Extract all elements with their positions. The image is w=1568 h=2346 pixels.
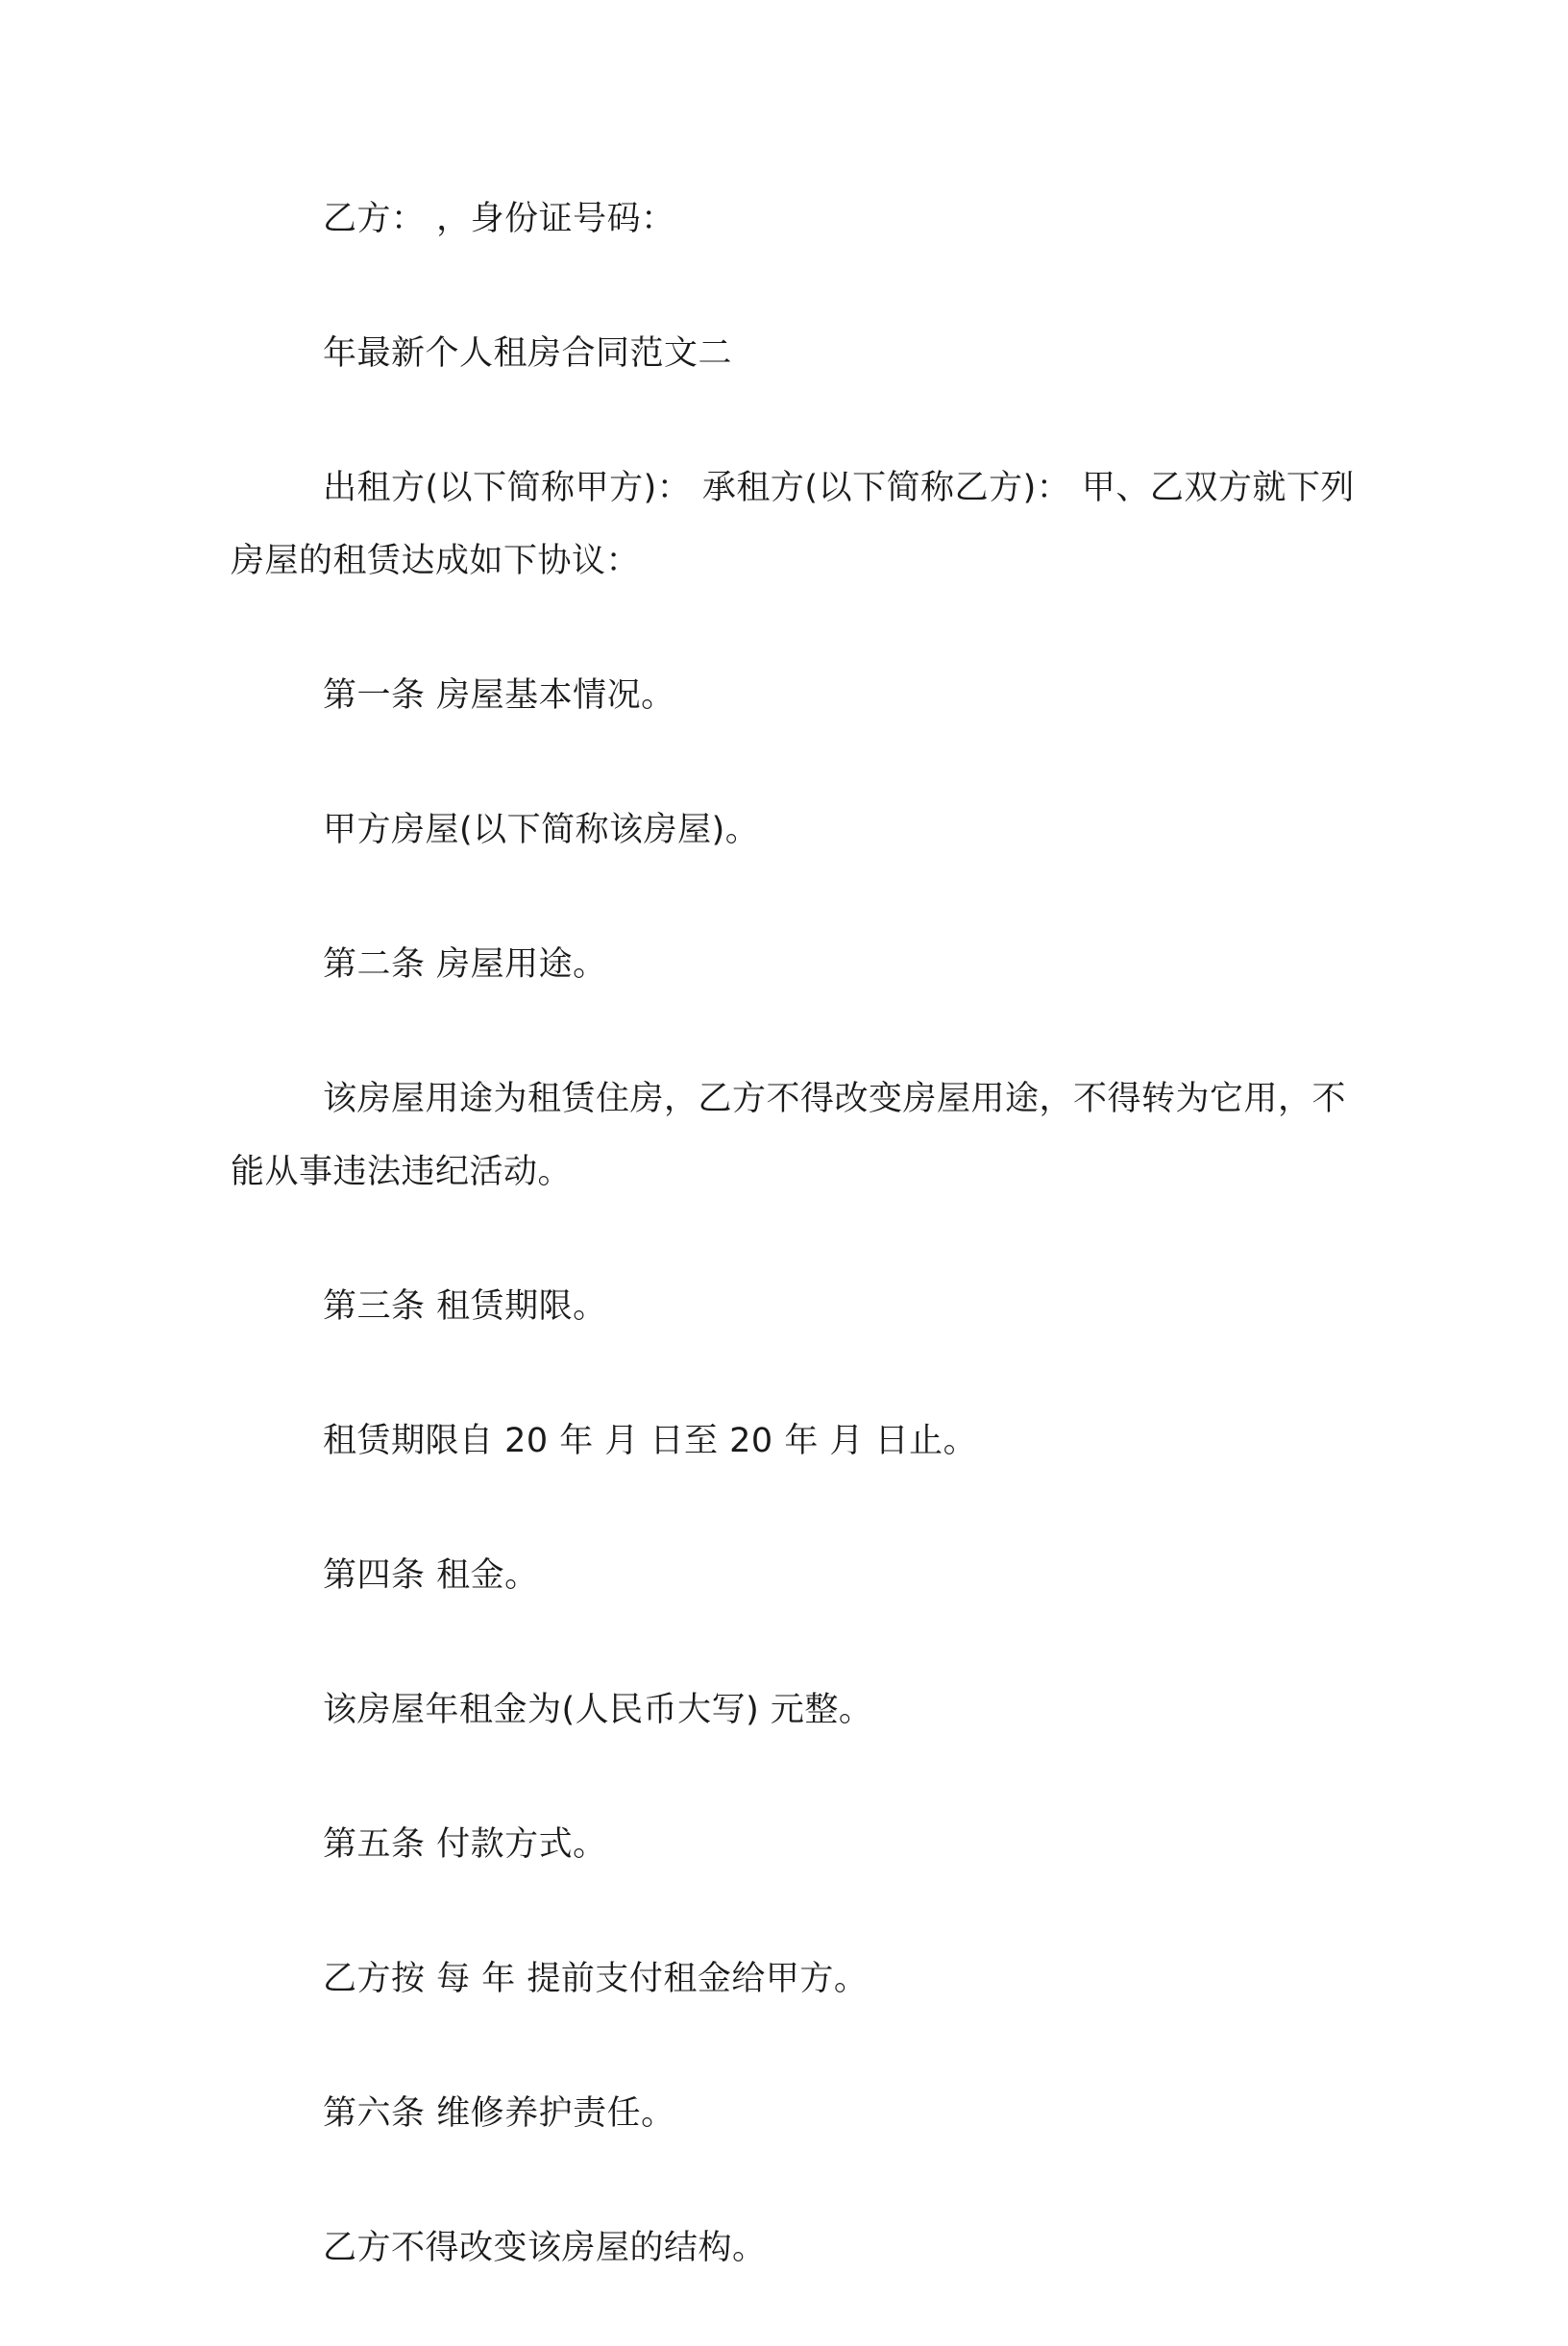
paragraph-parties-agreement: 出租方(以下简称甲方)： 承租方(以下简称乙方)： 甲、乙双方就下列房屋的租赁达成如下协议：: [231, 469, 1355, 580]
paragraph-article-4-body: 该房屋年租金为(人民币大写) 元整。: [323, 1691, 873, 1729]
paragraph-article-5-body: 乙方按 每 年 提前支付租金给甲方。: [323, 1960, 869, 1998]
paragraph-article-4-heading: 第四条 租金。: [323, 1556, 539, 1595]
paragraph-contract-title: 年最新个人租房合同范文二: [323, 334, 733, 373]
paragraph-article-3-body: 租赁期限自 20 年 月 日至 20 年 月 日止。: [323, 1422, 978, 1460]
paragraph-article-1-heading: 第一条 房屋基本情况。: [323, 676, 675, 715]
paragraph-article-6-heading: 第六条 维修养护责任。: [323, 2094, 675, 2133]
paragraph-article-2-body: 该房屋用途为租赁住房，乙方不得改变房屋用途，不得转为它用，不能从事违法违纪活动。: [231, 1080, 1347, 1191]
paragraph-article-5-heading: 第五条 付款方式。: [323, 1825, 607, 1864]
paragraph-article-3-heading: 第三条 租赁期限。: [323, 1287, 607, 1326]
paragraph-party-b-id: 乙方： ，身份证号码：: [323, 200, 675, 238]
paragraph-article-6-body: 乙方不得改变该房屋的结构。: [323, 2229, 767, 2267]
paragraph-article-1-body: 甲方房屋(以下简称该房屋)。: [323, 811, 760, 849]
document-body: [231, 183, 1355, 2346]
paragraph-article-2-heading: 第二条 房屋用途。: [323, 945, 607, 984]
